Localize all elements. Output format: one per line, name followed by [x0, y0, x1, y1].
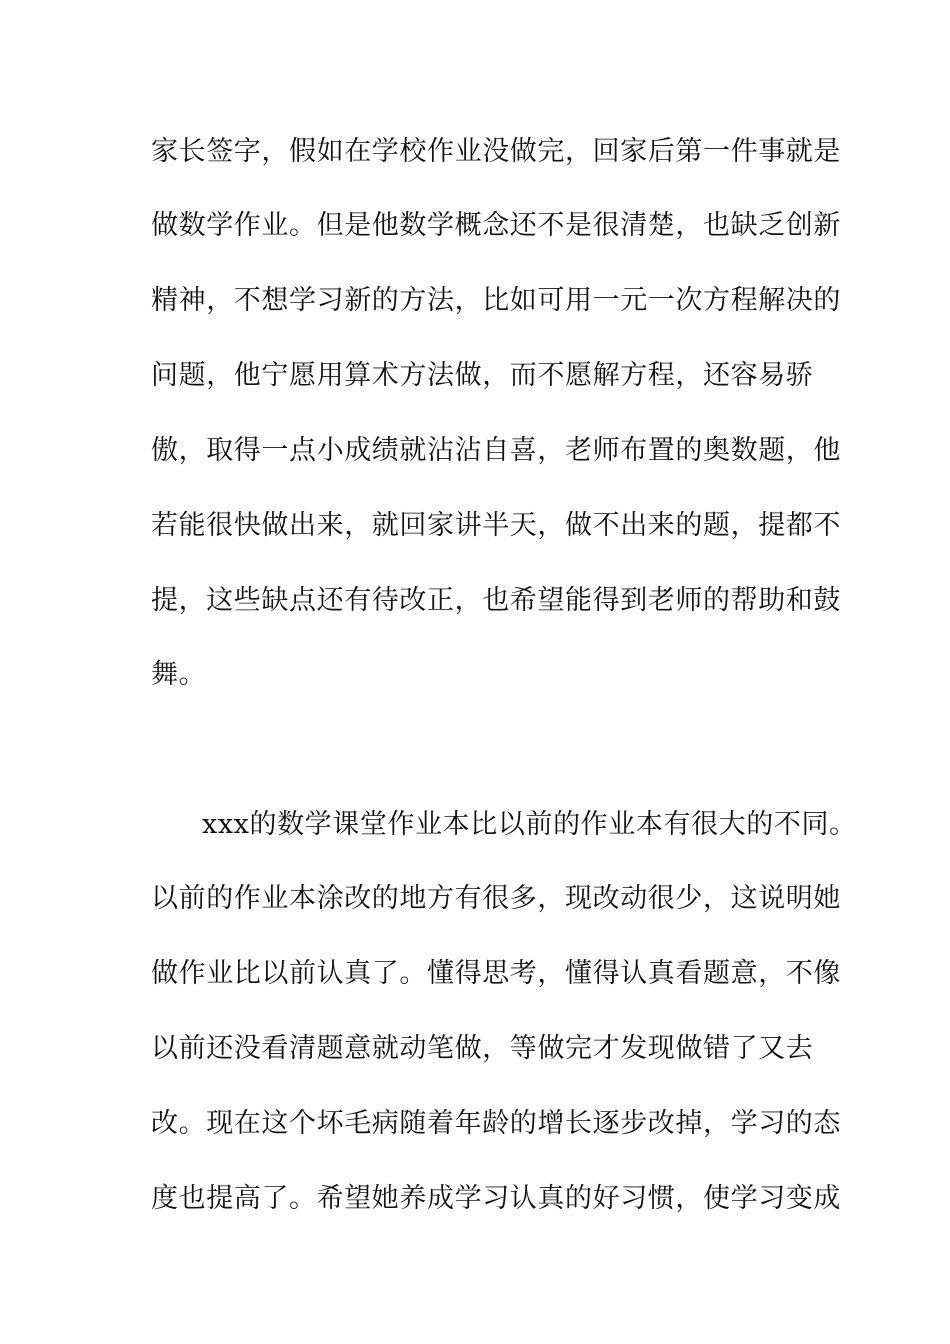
- text-line: 精神，不想学习新的方法，比如可用一元一次方程解决的: [151, 285, 841, 316]
- text-line: 傲，取得一点小成绩就沾沾自喜，老师布置的奥数题，他: [151, 435, 841, 466]
- text-line: 做数学作业。但是他数学概念还不是很清楚，也缺乏创新: [151, 210, 841, 241]
- text-line: 以前的作业本涂改的地方有很多，现改动很少，这说明她: [151, 883, 841, 914]
- text-line: 以前还没看清题意就动笔做，等做完才发现做错了又去: [151, 1033, 814, 1064]
- text-line: 问题，他宁愿用算术方法做，而不愿解方程，还容易骄: [151, 360, 814, 391]
- text-line: xxx的数学课堂作业本比以前的作业本有很大的不同。: [202, 809, 857, 840]
- text-line: 家长签字，假如在学校作业没做完，回家后第一件事就是: [151, 136, 841, 167]
- text-line: 度也提高了。希望她养成学习认真的好习惯，使学习变成: [151, 1183, 841, 1214]
- text-line: 做作业比以前认真了。懂得思考，懂得认真看题意，不像: [151, 958, 841, 989]
- text-line: 若能很快做出来，就回家讲半天，做不出来的题，提都不: [151, 510, 841, 541]
- text-line: 提，这些缺点还有待改正，也希望能得到老师的帮助和鼓: [151, 585, 841, 616]
- text-line: 改。现在这个坏毛病随着年龄的增长逐步改掉，学习的态: [151, 1108, 841, 1139]
- text-line: 舞。: [151, 659, 207, 690]
